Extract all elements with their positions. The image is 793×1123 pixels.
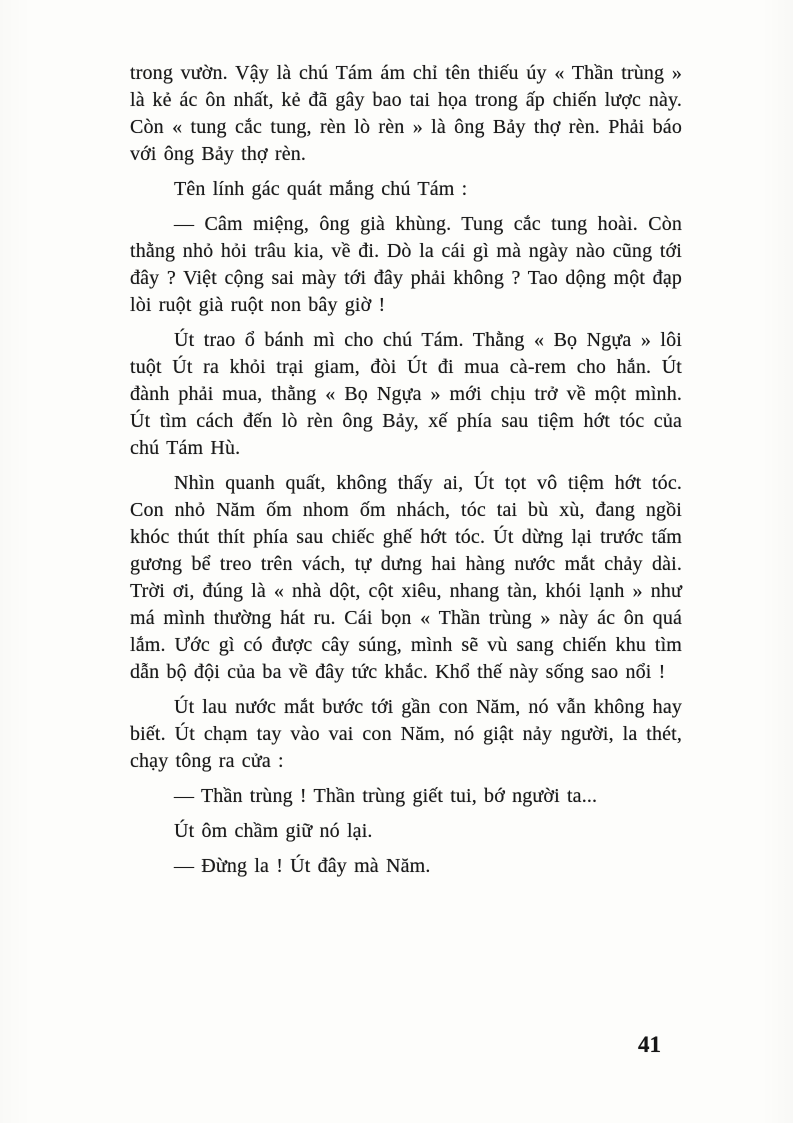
page-number: 41 — [638, 1032, 661, 1057]
dialogue-paragraph: — Thần trùng ! Thần trùng giết tui, bớ người ta... — [174, 785, 598, 807]
body-paragraph: Nhìn quanh quất, không thấy ai, Út tọt vô tiệm hớt tóc. Con nhỏ Năm ốm nhom ốm nhách, tóc tai bù xù, đang ngồi khóc thút thít phía sau chiếc ghế hớt tóc. Út dừng lại trước tấm gương bể treo trên vách, tự dưng hai hàng nước mắt chảy dài. Trời ơi, đúng là « nhà dột, cột xiêu, nhang tàn, khói lạnh » như má mình thường hát ru. Cái bọn « Thần trùng » này ác ôn quá lắm. Ước gì có được cây súng, mình sẽ vù sang chiến khu tìm dẫn bộ đội của ba về đây tức khắc. Khổ thế này sống sao nổi ! — [130, 472, 682, 683]
dialogue-paragraph: — Câm miệng, ông già khùng. Tung cắc tung hoài. Còn thằng nhỏ hỏi trâu kia, về đi. Dò la cái gì mà ngày nào cũng tới đây ? Việt cộng sai mày tới đây phải không ? Tao dộng một đạp lòi ruột già ruột non bây giờ ! — [130, 213, 682, 316]
body-paragraph: Út trao ổ bánh mì cho chú Tám. Thằng « Bọ Ngựa » lôi tuột Út ra khỏi trại giam, đòi Út đi mua cà-rem cho hắn. Út đành phải mua, thằng « Bọ Ngựa » mới chịu trở về một mình. Út tìm cách đến lò rèn ông Bảy, xế phía sau tiệm hớt tóc của chú Tám Hù. — [130, 329, 682, 459]
body-paragraph: Tên lính gác quát mắng chú Tám : — [174, 178, 468, 200]
body-paragraph: Út ôm chầm giữ nó lại. — [174, 820, 373, 842]
dialogue-paragraph: — Đừng la ! Út đây mà Năm. — [174, 855, 431, 877]
body-paragraph: trong vườn. Vậy là chú Tám ám chỉ tên thiếu úy « Thần trùng » là kẻ ác ôn nhất, kẻ đã gây bao tai họa trong ấp chiến lược này. Còn « tung cắc tung, rèn lò rèn » là ông Bảy thợ rèn. Phải báo với ông Bảy thợ rèn. — [130, 62, 682, 165]
page-text-block — [130, 60, 682, 888]
body-paragraph: Út lau nước mắt bước tới gần con Năm, nó vẫn không hay biết. Út chạm tay vào vai con Năm, nó giật nảy người, la thét, chạy tông ra cửa : — [130, 696, 682, 772]
